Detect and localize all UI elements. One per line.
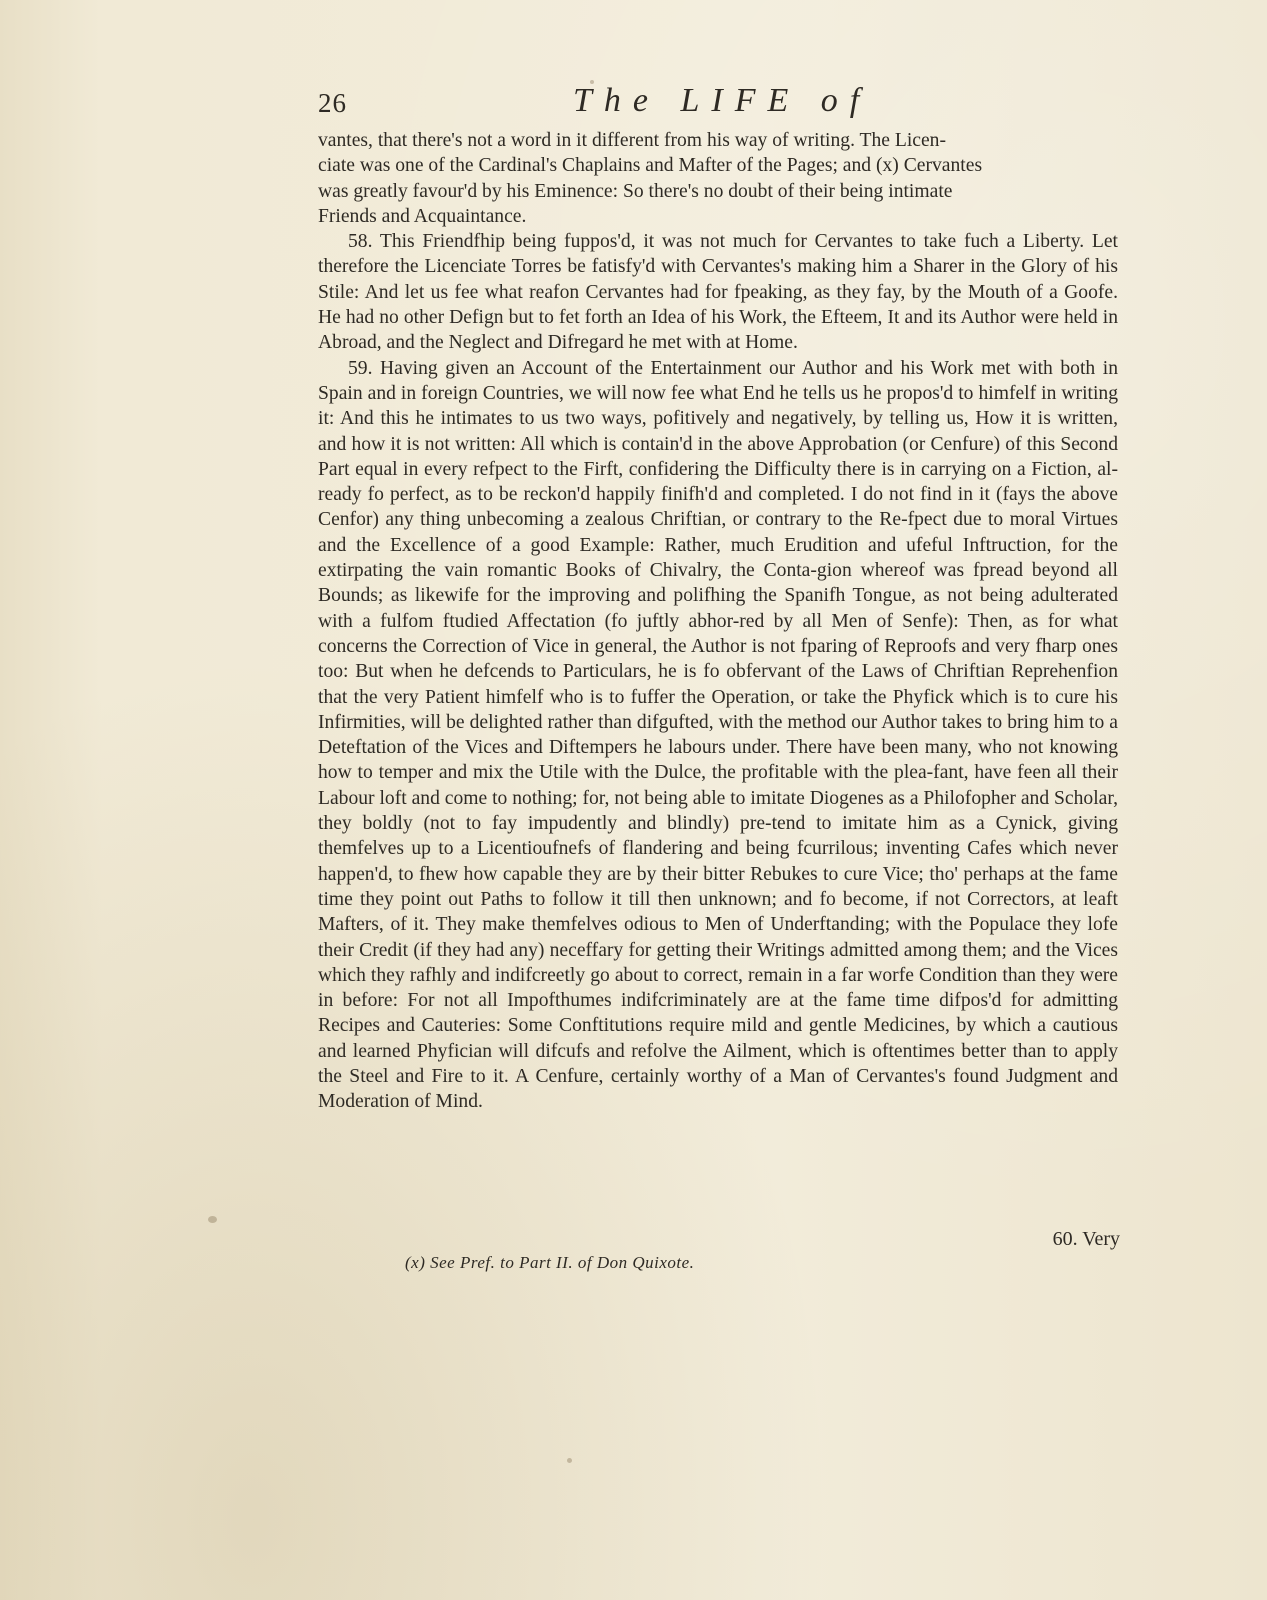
continued-line-4: Friends and Acquaintance. (318, 205, 527, 227)
page-header (318, 82, 1118, 132)
catchword: 60. Very (1052, 1228, 1120, 1250)
continued-line-2: ciate was one of the Cardinal's Chaplains and Mafter of the Pages; and (x) Cervantes (318, 155, 983, 177)
foxing-spot (567, 1458, 572, 1463)
paragraph-59: 59. Having given an Account of the Entertainment our Author and his Work met with both in Spain and in foreign Countries, we will now fee what End he tells us he propos'd to himfelf in writing it: And this he intimates to us two ways, pofitively and negatively, by telling us, How it is written, and how it is not written: All which is contain'd in the above Approbation (or Cenfure) of this Second Part equal in every refpect to the Firft, confidering the Difficulty there is in carrying on a Fiction, al-ready fo perfect, as to be reckon'd happily finifh'd and completed. I do not find in it (fays the above Cenfor) any thing unbecoming a zealous Chriftian, or contrary to the Re-fpect due to moral Virtues and the Excellence of a good Example: Rather, much Erudition and ufeful Inftruction, for the extirpating the vain romantic Books of Chivalry, the Conta-gion whereof was fpread beyond all Bounds; as likewife for the improving and polifhing the Spanifh Tongue, as not being adulterated with a fulfom ftudied Affectation (fo juftly abhor-red by all Men of Senfe): Then, as for what concerns the Correction of Vice in general, the Author is not fparing of Reproofs and very fharp ones too: But when he defcends to Particulars, he is fo obfervant of the Laws of Chriftian Reprehenfion that the very Patient himfelf who is to fuffer the Operation, or take the Phyfick which is to cure his Infirmities, will be delighted rather than difgufted, with the method our Author takes to bring him to a Deteftation of the Vices and Diftempers he labours under. There have been many, who not knowing how to temper and mix the Utile with the Dulce, the profitable with the plea-fant, have feen all their Labour loft and come to nothing; for, not being able to imitate Diogenes as a Philofopher and Scholar, they boldly (not to fay impudently and blindly) pre-tend to imitate him as a Cynick, giving themfelves up to a Licentioufnefs of flandering and being fcurrilous; inventing Cafes which never happen'd, to fhew how capable they are by their bitter Rebukes to cure Vice; tho' perhaps at the fame time they point out Paths to follow it till then unknown; and fo become, if not Correctors, at leaft Mafters, of it. They make themfelves odious to Men of Underftanding; with the Populace they lofe their Credit (if they had any) neceffary for getting their Writings admitted among them; and the Vices which they rafhly and indifcreetly go about to correct, remain in a far worfe Condition than they were in before: For not all Impofthumes indifcriminately are at the fame time difpos'd for admitting Recipes and Cauteries: Some Conftitutions require mild and gentle Medicines, by which a cautious and learned Phyfician will difcufs and refolve the Ailment, which is oftentimes better than to apply the Steel and Fire to it. A Cenfure, certainly worthy of a Man of Cervantes's found Judgment and Moderation of Mind. (318, 357, 1118, 1113)
page-body (318, 128, 1118, 1115)
continued-line-3: was greatly favour'd by his Eminence: So there's no doubt of their being intimate (318, 180, 953, 202)
continued-line-1: vantes, that there's not a word in it different from his way of writing. The Licen- (318, 130, 947, 151)
footnote: (x) See Pref. to Part II. of Don Quixote. (405, 1253, 695, 1272)
paragraph-58: 58. This Friendfhip being fuppos'd, it was not much for Cervantes to take fuch a Liberty. Let therefore the Licenciate Torres be fatisfy'd with Cervantes's making him a Sharer in the Glory of his Stile: And let us fee what reafon Cervantes had for fpeaking, as they fay, by the Mouth of a Goofe. He had no other Defign but to fet forth an Idea of his Work, the Efteem, It and its Author were held in Abroad, and the Neglect and Difregard he met with at Home. (318, 231, 1118, 354)
foxing-spot (208, 1216, 217, 1223)
page-number: 26 (318, 88, 347, 118)
running-head: The LIFE of (573, 82, 872, 119)
